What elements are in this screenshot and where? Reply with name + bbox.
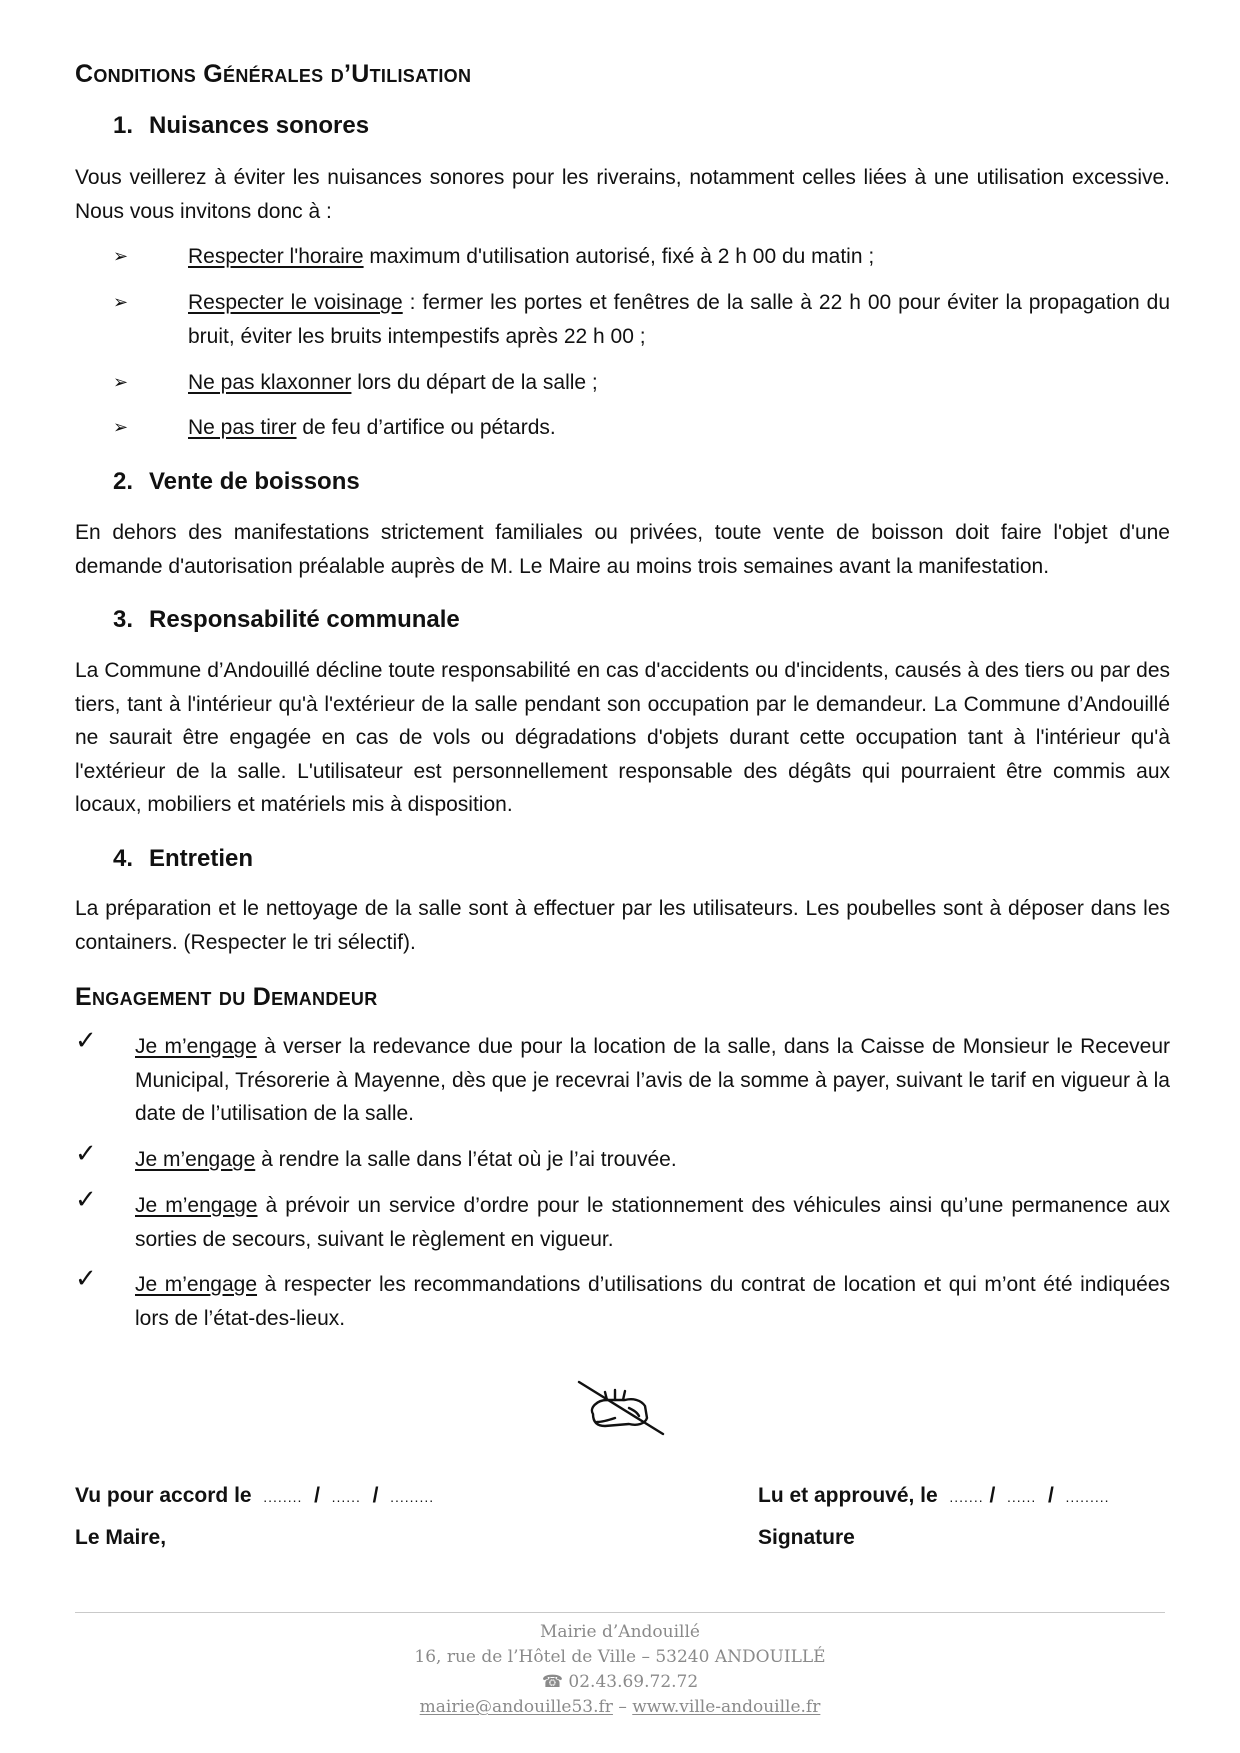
footer-phone: 02.43.69.72.72 xyxy=(568,1672,699,1692)
engagement-text: à verser la redevance due pour la location de la salle, dans la Caisse de Monsieur le Receveur Municipal, Trésorerie à Mayenne, dès que je recevrai l’avis de la somme à payer, suivant le tarif en vigueur à la date de l’utilisation de la salle. xyxy=(135,1035,1171,1125)
date-separator: / xyxy=(314,1484,320,1507)
bullet-item xyxy=(113,411,1170,445)
bullet-text: : fermer les portes et fenêtres de la salle à 22 h 00 pour éviter la propagation du bruit, éviter les bruits intempestifs après 22 h 00 ; xyxy=(188,291,1170,348)
date-year-blank[interactable]: ......... xyxy=(390,1489,435,1505)
bullet-emphasis: Respecter l'horaire xyxy=(188,245,364,268)
section-2-label: Vente de boissons xyxy=(149,468,360,495)
footer-website-link[interactable]: www.ville-andouille.fr xyxy=(632,1697,821,1717)
bullet-text: de feu d’artifice ou pétards. xyxy=(296,416,556,439)
engagement-text: à rendre la salle dans l’état où je l’ai trouvée. xyxy=(255,1148,677,1171)
bullet-emphasis: Ne pas klaxonner xyxy=(188,371,352,394)
engagement-text: à prévoir un service d’ordre pour le stationnement des véhicules ainsi qu’une permanence aux sorties de secours, suivant le règlement en vigueur. xyxy=(135,1194,1171,1251)
section-2-text: En dehors des manifestations strictement familiales ou privées, toute vente de boisson doit faire l'objet d'une demande d'autorisation préalable auprès de M. Le Maire au moins trois semaines avant la manifestation. xyxy=(75,521,1170,578)
section-4-number: 4. xyxy=(113,845,134,872)
bullet-item xyxy=(113,366,1170,400)
engagement-emphasis: Je m’engage xyxy=(135,1035,257,1058)
mayor-accord-label: Vu pour accord le xyxy=(75,1484,252,1507)
date-day-blank[interactable]: ....... xyxy=(949,1489,984,1505)
checkmark-icon: ✓ xyxy=(75,1263,97,1293)
bullet-text: maximum d'utilisation autorisé, fixé à 2 h 00 du matin ; xyxy=(363,245,875,268)
bullet-emphasis: Ne pas tirer xyxy=(188,416,297,439)
date-separator: / xyxy=(1047,1484,1054,1507)
arrowhead-bullet-icon: ➢ xyxy=(113,372,129,392)
section-3-title xyxy=(113,606,460,634)
engagement-title: Engagement du Demandeur xyxy=(75,983,378,1011)
engagement-item xyxy=(75,1263,1170,1335)
section-3-label: Responsabilité communale xyxy=(149,606,460,633)
mayor-accord-line xyxy=(75,1484,434,1508)
section-3-text: La Commune d’Andouillé décline toute responsabilité en cas d'accidents ou d'incidents, causés à des tiers ou par des tiers, tant à l'intérieur qu'à l'extérieur de la salle pendant son occupation par le demandeur. La Commune d’Andouillé ne saurait être engagée en cas de vols ou dégradations d'objets durant cette occupation tant à l'intérieur qu'à l'extérieur de la salle. L'utilisateur est personnellement responsable des dégâts qui pourraient être commis aux locaux, mobiliers et matériels mis à disposition. xyxy=(75,659,1170,816)
bullet-item xyxy=(113,286,1170,353)
section-2-number: 2. xyxy=(113,468,134,495)
engagement-emphasis: Je m’engage xyxy=(135,1273,258,1296)
section-1-number: 1. xyxy=(113,112,134,139)
engagement-item xyxy=(75,1025,1171,1131)
footer-email-link[interactable]: mairie@andouille53.fr xyxy=(419,1697,613,1717)
section-4-text: La préparation et le nettoyage de la salle sont à effectuer par les utilisateurs. Les poubelles sont à déposer dans les containers. (Respecter le tri sélectif). xyxy=(75,897,1170,954)
date-month-blank[interactable]: ...... xyxy=(331,1489,361,1505)
bullet-text: lors du départ de la salle ; xyxy=(351,371,598,394)
bullet-emphasis: Respecter le voisinage xyxy=(188,291,403,314)
conditions-title: Conditions Générales d’Utilisation xyxy=(75,60,472,88)
arrowhead-bullet-icon: ➢ xyxy=(113,417,129,437)
mayor-label: Le Maire, xyxy=(75,1526,167,1549)
applicant-approval-line xyxy=(758,1484,1110,1508)
arrowhead-bullet-icon: ➢ xyxy=(113,292,129,312)
checkmark-icon: ✓ xyxy=(75,1138,97,1168)
footer-phone-line xyxy=(0,1670,1240,1695)
footer-org-name: Mairie d’Andouillé xyxy=(540,1622,700,1642)
arrowhead-bullet-icon: ➢ xyxy=(113,246,129,266)
section-4-label: Entretien xyxy=(149,845,254,872)
writing-hand-icon xyxy=(575,1378,665,1438)
footer-contact-line xyxy=(0,1695,1240,1720)
date-year-blank[interactable]: ......... xyxy=(1065,1489,1110,1505)
date-month-blank[interactable]: ...... xyxy=(1006,1489,1037,1505)
engagement-emphasis: Je m’engage xyxy=(135,1148,256,1171)
signature-label: Signature xyxy=(758,1526,855,1549)
section-1-label: Nuisances sonores xyxy=(149,112,370,139)
footer-separator: – xyxy=(618,1697,627,1717)
engagement-emphasis: Je m’engage xyxy=(135,1194,258,1217)
engagement-text: à respecter les recommandations d’utilisations du contrat de location et qui m’ont été indiquées lors de l’état-des-lieux. xyxy=(135,1273,1170,1330)
date-separator: / xyxy=(989,1484,996,1507)
checkmark-icon: ✓ xyxy=(75,1184,97,1214)
applicant-approval-label: Lu et approuvé, le xyxy=(758,1484,938,1507)
bullet-item xyxy=(113,240,1170,274)
date-day-blank[interactable]: ........ xyxy=(263,1489,303,1505)
engagement-item xyxy=(75,1138,1170,1177)
engagement-item xyxy=(75,1184,1171,1256)
footer-address: 16, rue de l’Hôtel de Ville – 53240 ANDOUILLÉ xyxy=(414,1647,826,1667)
section-3-number: 3. xyxy=(113,606,134,633)
section-4-title xyxy=(113,845,253,873)
date-separator: / xyxy=(372,1484,379,1507)
section-2-title xyxy=(113,468,360,496)
section-1-intro: Vous veillerez à éviter les nuisances sonores pour les riverains, notamment celles liées à une utilisation excessive. Nous vous invitons donc à : xyxy=(75,166,1170,223)
section-1-title xyxy=(113,112,369,140)
telephone-icon: ☎ xyxy=(541,1672,563,1692)
checkmark-icon: ✓ xyxy=(75,1025,97,1055)
footer-divider xyxy=(75,1612,1165,1613)
